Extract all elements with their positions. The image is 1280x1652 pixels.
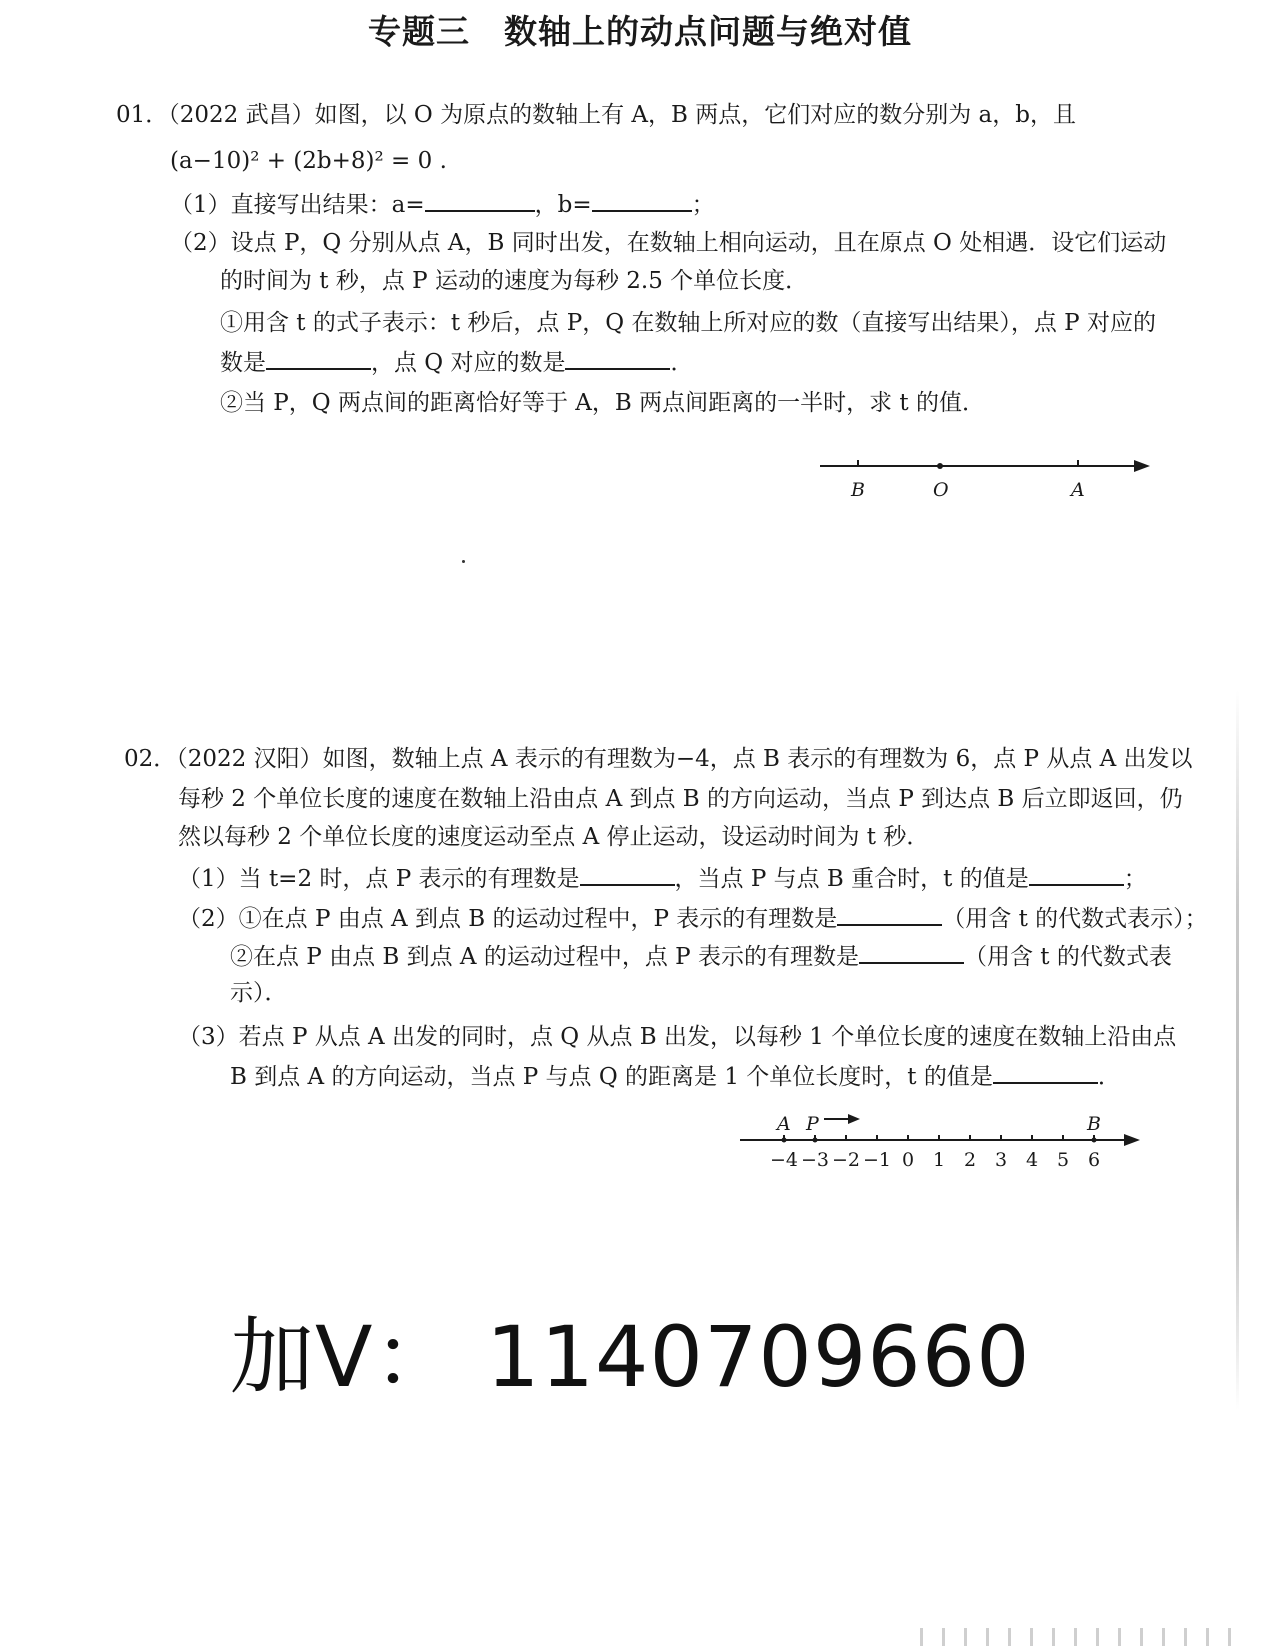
- q2-part2-prefix: （2）①在点 P 由点 A 到点 B 的运动过程中，P 表示的有理数是: [178, 906, 838, 932]
- q2-part3-line1: （3）若点 P 从点 A 出发的同时，点 Q 从点 B 出发，以每秒 1 个单位长度的速度在数轴上沿由点: [178, 1024, 1177, 1050]
- q1-axis-arrow: [1134, 460, 1150, 472]
- q2-part2-line1: [178, 902, 1208, 934]
- q1-b-answer-blank[interactable]: [592, 188, 692, 212]
- q2-label-p: P: [806, 1113, 819, 1135]
- q1-number-line: [820, 452, 1150, 512]
- q2-part3-t-blank[interactable]: [993, 1060, 1098, 1084]
- q2-tick-label: 2: [964, 1149, 977, 1171]
- contact-overlay-text: 加V： 1140709660: [230, 1308, 1031, 1406]
- q2-part2-line2: [230, 940, 1172, 972]
- q1-stem-line1: 01．（2022 武昌）如图，以 O 为原点的数轴上有 A，B 两点，它们对应的数分别为 a，b，且: [116, 102, 1076, 128]
- q2-part1-mid: ，当点 P 与点 B 重合时，t 的值是: [674, 866, 1029, 892]
- q2-label-a: A: [777, 1113, 791, 1135]
- scan-bottom-artifact: [920, 1628, 1240, 1646]
- q1-label-b: B: [851, 479, 865, 501]
- q2-part2b-prefix: ②在点 P 由点 B 到点 A 的运动过程中，点 P 表示的有理数是: [230, 944, 859, 970]
- q2-stem-line1: 02．（2022 汉阳）如图，数轴上点 A 表示的有理数为−4，点 B 表示的有理数为 6，点 P 从点 A 出发以: [124, 746, 1193, 772]
- q2-tick-label: 4: [1026, 1149, 1039, 1171]
- q1-equation: (a−10)² + (2b+8)² = 0 .: [170, 148, 447, 174]
- q1-sub1-mid: ，点 Q 对应的数是: [371, 350, 566, 376]
- q2-point-a-dot: [782, 1138, 787, 1143]
- q2-point-p-dot: [813, 1138, 818, 1143]
- q2-tick-label: −3: [801, 1149, 830, 1171]
- page-title: 专题三 数轴上的动点问题与绝对值: [368, 12, 912, 51]
- q2-tick-label: 0: [902, 1149, 915, 1171]
- q2-label-b: B: [1087, 1113, 1101, 1135]
- q1-sub2: ②当 P，Q 两点间的距离恰好等于 A，B 两点间距离的一半时，求 t 的值．: [220, 390, 985, 416]
- q1-label-a: A: [1071, 479, 1085, 501]
- q2-part1-prefix: （1）当 t=2 时，点 P 表示的有理数是: [178, 866, 580, 892]
- q1-q-value-blank[interactable]: [565, 346, 670, 370]
- q2-part2b-end: （用含 t 的代数式表: [963, 944, 1172, 970]
- q2-tick-label: −4: [770, 1149, 799, 1171]
- q2-part1-end: ；: [1123, 866, 1147, 892]
- q1-origin-dot: [937, 463, 943, 469]
- q2-stem-line2: 每秒 2 个单位长度的速度在数轴上沿由点 A 到点 B 的方向运动，当点 P 到达点 B 后立即返回，仍: [178, 786, 1183, 812]
- q1-p-value-blank[interactable]: [266, 346, 371, 370]
- q2-tick-label: 3: [995, 1149, 1008, 1171]
- scan-edge-shadow: [1236, 690, 1239, 1410]
- q2-tick-label: 1: [933, 1149, 946, 1171]
- q2-part3-end: ．: [1097, 1064, 1121, 1090]
- q1-sub1-end: ．: [670, 350, 694, 376]
- q2-t-value-blank[interactable]: [1029, 862, 1124, 886]
- q1-part1-end: ；: [691, 192, 715, 218]
- q2-direction-arrow-head: [848, 1114, 860, 1124]
- q1-sub1-line1: ①用含 t 的式子表示：t 秒后，点 P，Q 在数轴上所对应的数（直接写出结果），点 P 对应的: [220, 310, 1156, 336]
- q1-label-o: O: [933, 479, 949, 501]
- q1-part2-line2: 的时间为 t 秒，点 P 运动的速度为每秒 2.5 个单位长度．: [220, 268, 809, 294]
- q2-tick-label: −1: [863, 1149, 892, 1171]
- q2-part2-line3: 示）．: [230, 980, 288, 1006]
- q2-tick-label: 5: [1057, 1149, 1070, 1171]
- q2-part2-end: （用含 t 的代数式表示）；: [942, 906, 1208, 932]
- scan-speck: [462, 560, 465, 563]
- q1-part1: [170, 188, 715, 220]
- q2-number-line: [740, 1108, 1140, 1174]
- q1-part1-mid: ，b=: [534, 192, 592, 218]
- q1-part1-prefix: （1）直接写出结果：a=: [170, 192, 425, 218]
- q2-stem-line3: 然以每秒 2 个单位长度的速度运动至点 A 停止运动，设运动时间为 t 秒．: [178, 824, 930, 850]
- q1-part2-line1: （2）设点 P，Q 分别从点 A，B 同时出发，在数轴上相向运动，且在原点 O 处相遇．设它们运动: [170, 230, 1167, 256]
- q2-part3-line2: [230, 1060, 1121, 1092]
- q1-sub1-prefix: 数是: [220, 350, 266, 376]
- q2-b-to-a-expression-blank[interactable]: [859, 940, 964, 964]
- q2-a-to-b-expression-blank[interactable]: [837, 902, 942, 926]
- q2-point-b-dot: [1092, 1138, 1097, 1143]
- q2-p-value-blank[interactable]: [580, 862, 675, 886]
- q2-axis-arrow: [1124, 1134, 1140, 1146]
- q2-tick-label: −2: [832, 1149, 861, 1171]
- q2-tick-label: 6: [1088, 1149, 1101, 1171]
- q1-sub1-line2: [220, 346, 693, 378]
- q1-a-answer-blank[interactable]: [425, 188, 535, 212]
- q2-part1: [178, 862, 1147, 894]
- q2-part3-prefix: B 到点 A 的方向运动，当点 P 与点 Q 的距离是 1 个单位长度时，t 的值是: [230, 1064, 993, 1090]
